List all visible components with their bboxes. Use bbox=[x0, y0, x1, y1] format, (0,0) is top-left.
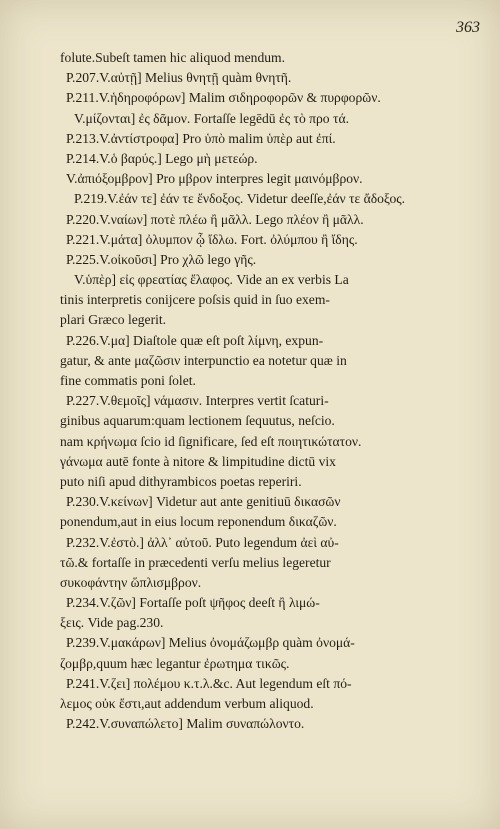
text-line: P.213.V.ἀντίστροφα] Pro ὑπὸ malim ὑπὲρ aut ἐπί. bbox=[66, 130, 336, 146]
text-line: τῶ.& fortaſſe in præcedenti verſu melius legeretur bbox=[60, 554, 331, 570]
text-line: P.221.V.μάτα] ὀλυμπον ᾧ ἴδλω. Fort. ὀλύμπου ἢ ἴδης. bbox=[66, 231, 358, 247]
text-line: συκοφάντην ὥπλισμβρον. bbox=[60, 574, 202, 590]
page-number: 363 bbox=[456, 19, 480, 36]
text-line: P.239.V.μακάρων] Melius ὀνομάζωμβρ quàm ὀνομά- bbox=[66, 635, 355, 651]
text-line: plari Græco legerit. bbox=[60, 312, 167, 328]
text-line: λεμος οὐκ ἔστι,aut addendum verbum aliquod. bbox=[60, 696, 314, 711]
text-line: P.225.V.οἰκοῦσι] Pro χλῶ lego γῆς. bbox=[66, 251, 257, 267]
text-line: P.226.V.μα] Diaſtole quæ eſt poſt λίμνη, expun- bbox=[66, 332, 324, 348]
text-line: nam κρήνωμα ſcio id ſignificare, ſed eſt ποιητικώτατον. bbox=[60, 433, 362, 449]
text-line: puto niſi apud dithyrambicos poetas reperiri. bbox=[60, 473, 302, 489]
text-line: ζομβρ,quum hæc legantur ἐρωτημα τικῶς. bbox=[60, 655, 290, 671]
text-line: P.232.V.ἐστὸ.] ἀλλ᾽ αὐτοῦ. Puto legendum ἀεὶ αὐ- bbox=[66, 534, 339, 550]
text-line: folute.Subeſt tamen hic aliquod mendum. bbox=[60, 50, 286, 65]
text-line: P.242.V.συναπώλετο] Malim συναπώλοντο. bbox=[66, 716, 305, 732]
text-line: ponendum,aut in eius locum reponendum δικαζῶν. bbox=[60, 514, 337, 530]
text-line: V.ἀπιόξομβρον] Pro μβρον interpres legit μαινόμβρον. bbox=[66, 171, 363, 187]
text-line: fine commatis poni ſolet. bbox=[60, 373, 196, 388]
text-line: V.μίζονται] ἐς δᾶμον. Fortaſſe legēdū ἐς τὸ προ τά. bbox=[74, 110, 349, 126]
text-line: P.214.V.ὁ βαρύς.] Lego μὴ μετεώρ. bbox=[66, 150, 258, 166]
text-line: gatur, & ante μαζῶσιν interpunctio ea notetur quæ in bbox=[60, 352, 347, 368]
text-line: V.ὑπὲρ] εἰς φρεατίας ἔλαφος. Vide an ex verbis La bbox=[74, 272, 349, 288]
text-line: P.230.V.κείνων] Videtur aut ante genitiuū δικασῶν bbox=[66, 494, 341, 510]
text-line: P.241.V.ζει] πολέμου κ.τ.λ.&c. Aut legendum eſt πό- bbox=[66, 675, 352, 691]
text-line: γάνωμα autē fonte à nitore & limpitudine dictū vix bbox=[60, 453, 336, 469]
text-line: tinis interpretis conijcere poſsis quid in ſuo exem- bbox=[60, 292, 330, 308]
text-line: P.220.V.ναίων] ποτὲ πλέω ἢ μᾶλλ. Lego πλέον ἢ μᾶλλ. bbox=[66, 211, 364, 227]
text-line: P.234.V.ζῶν] Fortaſſe poſt ψῆφος deeſt ἢ λιμώ- bbox=[66, 595, 320, 611]
text-line: P.207.V.αὐτῇ] Melius θνητῇ quàm θνητῆ. bbox=[66, 70, 292, 86]
text-line: ξεις. Vide pag.230. bbox=[60, 615, 164, 631]
text-line: P.227.V.θεμοῖς] νάμασιν. Interpres vertit ſcaturi- bbox=[66, 393, 329, 409]
page-text bbox=[60, 48, 490, 734]
text-line: ginibus aquarum:quam lectionem ſequutus, neſcio. bbox=[60, 413, 335, 429]
text-line: P.219.V.ἐάν τε] ἐάν τε ἔνδοξος. Videtur deeſſe,ἐάν τε ἄδοξος. bbox=[74, 191, 406, 207]
text-line: P.211.V.ἡδηροφόρων] Malim σιδηροφορῶν & πυρφορῶν. bbox=[66, 90, 381, 106]
